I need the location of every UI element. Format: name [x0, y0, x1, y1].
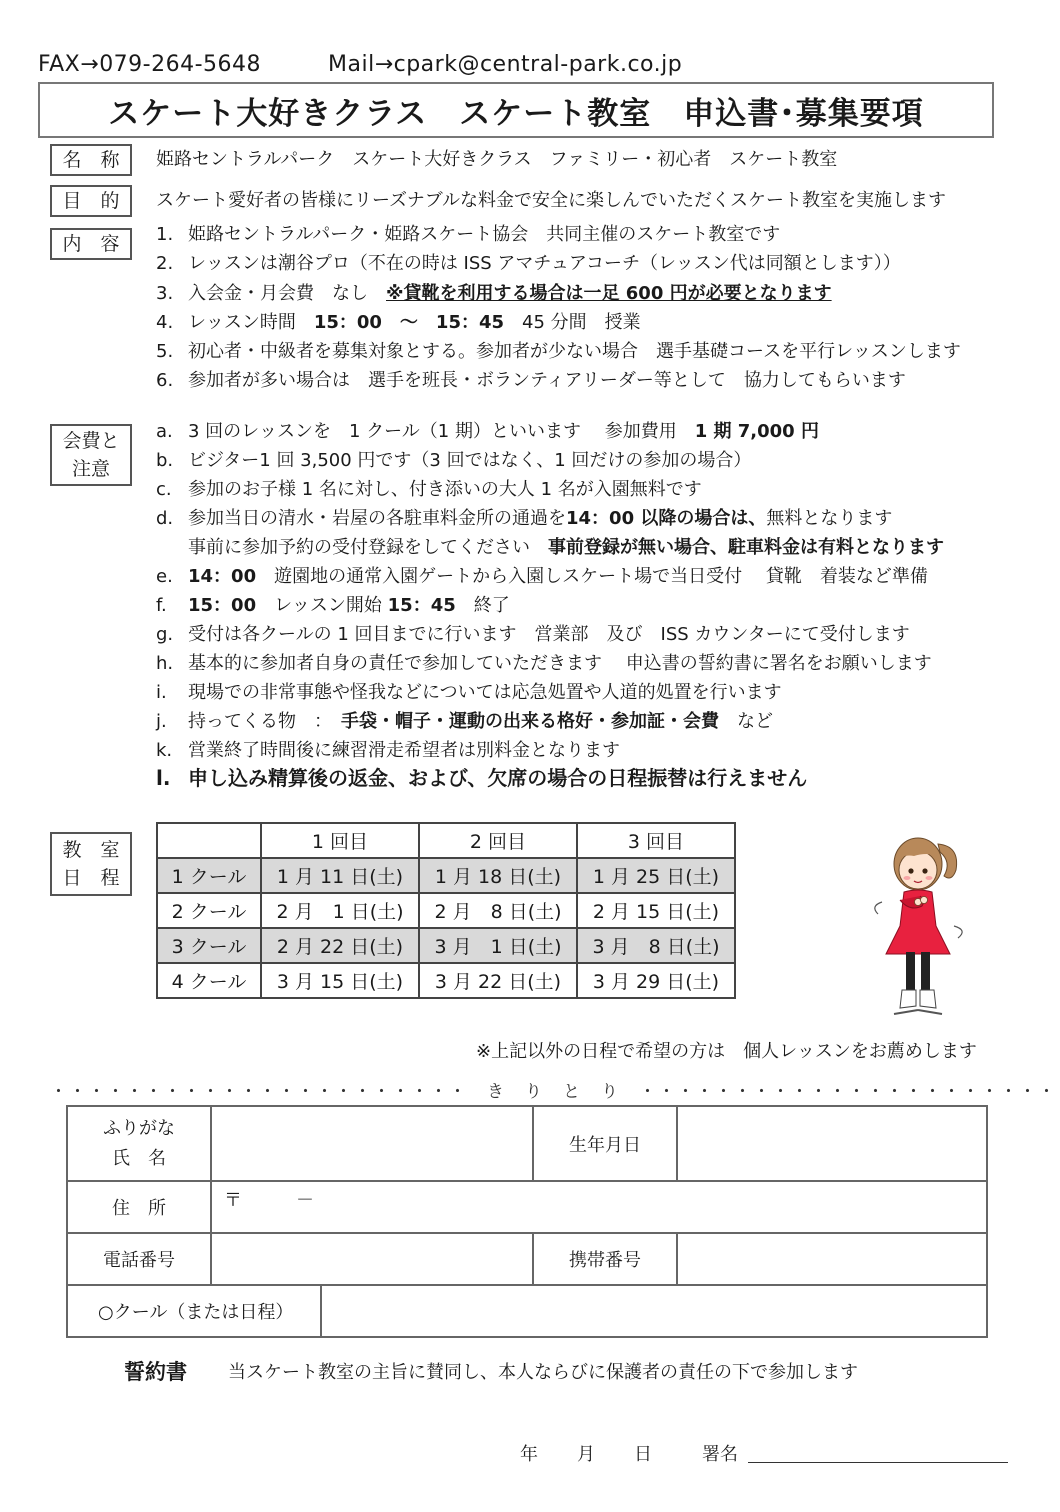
item-text: 初心者・中級者を募集対象とする。参加者が少ない場合 選手基礎コースを平行レッスンします	[188, 341, 961, 362]
item-letter: a.	[156, 421, 173, 442]
page-title: スケート大好きクラス スケート教室 申込書･募集要項	[108, 95, 924, 132]
header-cell	[157, 823, 261, 858]
item-letter: e.	[156, 566, 173, 587]
content-item	[156, 282, 832, 306]
parking-time: 14：00 以降の場合は、	[566, 508, 767, 529]
schedule-table	[156, 822, 736, 999]
pledge-text: 当スケート教室の主旨に賛同し、本人ならびに保護者の責任の下で参加します	[228, 1362, 858, 1383]
furigana-label: ふりがな	[103, 1117, 175, 1139]
item-text: 営業終了時間後に練習滑走希望者は別料金となります	[188, 740, 620, 761]
item-text: 姫路セントラルパーク・姫路スケート協会 共同主催のスケート教室です	[188, 224, 781, 245]
postal-mark: 〒 －	[224, 1190, 314, 1211]
item-text: 参加のお子様 1 名に対し、付き添いの大人 1 名が入園無料です	[188, 479, 702, 500]
item-number: 2.	[156, 253, 174, 274]
course-field[interactable]	[322, 1286, 986, 1336]
date-cell: 2 月 22 日(土)	[261, 928, 419, 963]
item-text: 入会金・月会費 なし	[188, 283, 368, 304]
day-label: 日	[634, 1444, 652, 1465]
item-number: 4.	[156, 312, 174, 333]
label-schedule	[50, 832, 132, 896]
date-cell: 3 月 8 日(土)	[577, 928, 735, 963]
content-item	[156, 223, 780, 247]
date-cell: 3 月 1 日(土)	[419, 928, 577, 963]
item-text: 現場での非常事態や怪我などについては応急処置や人道的処置を行います	[188, 682, 782, 703]
phone-field[interactable]	[211, 1233, 533, 1285]
lesson-time: 15：00 ～ 15：45	[313, 312, 505, 333]
label-fees-line2: 注意	[71, 458, 110, 480]
fee-item	[156, 681, 782, 705]
item-number: 5.	[156, 341, 174, 362]
fee-item	[156, 565, 928, 589]
content-item	[156, 252, 901, 276]
item-number: 1.	[156, 224, 174, 245]
mobile-field[interactable]	[677, 1233, 987, 1285]
entry-time: 14：00	[188, 566, 257, 587]
header-cell: 1 回目	[261, 823, 419, 858]
name-label-cell	[67, 1106, 211, 1181]
skater-illustration	[860, 826, 980, 1026]
fee-item	[156, 652, 932, 676]
parking-warning: 事前登録が無い場合、駐車料金は有料となります	[548, 537, 944, 558]
course-cell: 4 クール	[157, 963, 261, 998]
fee-item	[156, 420, 819, 444]
item-text: など	[719, 711, 773, 732]
label-schedule-line2: 日 程	[62, 867, 120, 889]
item-text: 3 回のレッスンを 1 クール（1 期）といいます 参加費用	[188, 421, 695, 442]
date-cell: 3 月 29 日(土)	[577, 963, 735, 998]
name-field[interactable]	[211, 1106, 533, 1181]
application-form	[66, 1105, 988, 1338]
birthday-label: 生年月日	[533, 1106, 677, 1181]
date-cell: 3 月 15 日(土)	[261, 963, 419, 998]
mobile-label: 携帯番号	[533, 1233, 677, 1285]
year-label: 年	[520, 1444, 538, 1465]
purpose-text: スケート愛好者の皆様にリーズナブルな料金で安全に楽しんでいただくスケート教室を実施します	[156, 190, 947, 211]
address-label: 住 所	[67, 1181, 211, 1233]
date-cell: 3 月 22 日(土)	[419, 963, 577, 998]
item-text: ビジター1 回 3,500 円です（3 回ではなく、1 回だけの参加の場合）	[188, 450, 752, 471]
course-label: ○クール（または日程）	[68, 1286, 322, 1336]
item-letter: l.	[156, 766, 171, 790]
rental-skate-note: ※貸靴を利用する場合は一足 600 円が必要となります	[386, 283, 832, 304]
form-row-address	[67, 1181, 987, 1233]
date-cell: 1 月 18 日(土)	[419, 858, 577, 893]
items-to-bring: 手袋・帽子・運動の出来る格好・参加証・会費	[341, 711, 719, 732]
content-item	[156, 340, 961, 364]
fee-amount: 1 期 7,000 円	[694, 421, 819, 442]
course-cell: 2 クール	[157, 893, 261, 928]
fee-item	[156, 507, 892, 531]
schedule-row	[157, 893, 735, 928]
item-text: 申し込み精算後の返金、および、欠席の場合の日程振替は行えません	[188, 766, 808, 790]
item-text: 参加者が多い場合は 選手を班長・ボランティアリーダー等として 協力してもらいます	[188, 370, 906, 391]
date-cell: 2 月 8 日(土)	[419, 893, 577, 928]
date-cell: 1 月 25 日(土)	[577, 858, 735, 893]
label-fees-line1: 会費と	[62, 430, 120, 452]
header-cell: 3 回目	[577, 823, 735, 858]
content-item	[156, 369, 906, 393]
form-row-course	[67, 1285, 987, 1337]
name-label: 氏 名	[112, 1147, 166, 1169]
item-text: 無料となります	[766, 508, 893, 529]
fee-item	[156, 623, 910, 647]
item-letter: j.	[156, 711, 167, 732]
month-label: 月	[577, 1444, 595, 1465]
signature-line[interactable]	[748, 1462, 1008, 1463]
fee-item	[156, 478, 702, 502]
pledge-heading: 誓約書	[124, 1360, 187, 1384]
item-letter: g.	[156, 624, 174, 645]
item-letter: h.	[156, 653, 174, 674]
item-number: 6.	[156, 370, 174, 391]
item-text: 持ってくる物 ：	[188, 711, 341, 732]
end-time: 15：45	[387, 595, 456, 616]
name-text: 姫路セントラルパーク スケート大好きクラス ファミリー・初心者 スケート教室	[156, 149, 838, 170]
date-cell: 2 月 15 日(土)	[577, 893, 735, 928]
item-letter: b.	[156, 450, 174, 471]
schedule-header-row	[157, 823, 735, 858]
item-text: レッスン時間	[188, 312, 314, 333]
content-item	[156, 311, 641, 335]
label-name: 名 称	[50, 144, 132, 176]
fee-item	[156, 739, 620, 763]
address-field[interactable]	[211, 1181, 987, 1233]
mail-address: Mail→cpark@central-park.co.jp	[328, 52, 683, 77]
schedule-row	[157, 928, 735, 963]
date-cell: 2 月 1 日(土)	[261, 893, 419, 928]
label-purpose: 目 的	[50, 185, 132, 217]
item-text: 遊園地の通常入園ゲートから入園しスケート場で当日受付 貸靴 着装など準備	[256, 566, 928, 587]
fee-item	[156, 449, 751, 473]
start-time: 15：00	[188, 595, 257, 616]
fee-item	[156, 594, 510, 618]
item-text: 45 分間 授業	[504, 312, 641, 333]
phone-label: 電話番号	[67, 1233, 211, 1285]
item-text: レッスンは潮谷プロ（不在の時は ISS アマチュアコーチ（レッスン代は同額とします））	[188, 253, 901, 274]
course-cell: 3 クール	[157, 928, 261, 963]
schedule-note: ※上記以外の日程で希望の方は 個人レッスンをお薦めします	[476, 1041, 977, 1062]
fee-item	[156, 710, 773, 734]
header-cell: 2 回目	[419, 823, 577, 858]
course-row	[67, 1285, 987, 1337]
item-text: 受付は各クールの 1 回目までに行います 営業部 及び ISS カウンターにて受付します	[188, 624, 910, 645]
form-row-name	[67, 1106, 987, 1181]
title-box	[38, 82, 994, 138]
schedule-row	[157, 963, 735, 998]
item-letter: f.	[156, 595, 167, 616]
signature-label: 署名	[702, 1444, 738, 1465]
label-fees	[50, 424, 132, 486]
label-content: 内 容	[50, 228, 132, 260]
item-letter: c.	[156, 479, 172, 500]
item-text: 終了	[455, 595, 510, 616]
item-letter: k.	[156, 740, 173, 761]
schedule-row	[157, 858, 735, 893]
item-letter: i.	[156, 682, 167, 703]
item-text: 基本的に参加者自身の責任で参加していただきます 申込書の誓約書に署名をお願いします	[188, 653, 932, 674]
item-text: レッスン開始	[256, 595, 388, 616]
label-schedule-line1: 教 室	[62, 839, 120, 861]
form-row-phone	[67, 1233, 987, 1285]
birthday-field[interactable]	[677, 1106, 987, 1181]
item-number: 3.	[156, 283, 174, 304]
fax-number: FAX→079-264-5648	[38, 52, 262, 77]
date-cell: 1 月 11 日(土)	[261, 858, 419, 893]
item-text: 事前に参加予約の受付登録をしてください	[188, 537, 548, 558]
course-cell: 1 クール	[157, 858, 261, 893]
cut-line: ・・・・・・・・・・・・・・・・・・・・・・ き り と り ・・・・・・・・・・・・・・・・・・・・・・	[50, 1082, 1057, 1102]
item-letter: d.	[156, 508, 174, 529]
fee-item-continued	[188, 536, 944, 560]
fee-item-refund	[156, 766, 807, 790]
item-text: 参加当日の清水・岩屋の各駐車料金所の通過を	[188, 508, 566, 529]
